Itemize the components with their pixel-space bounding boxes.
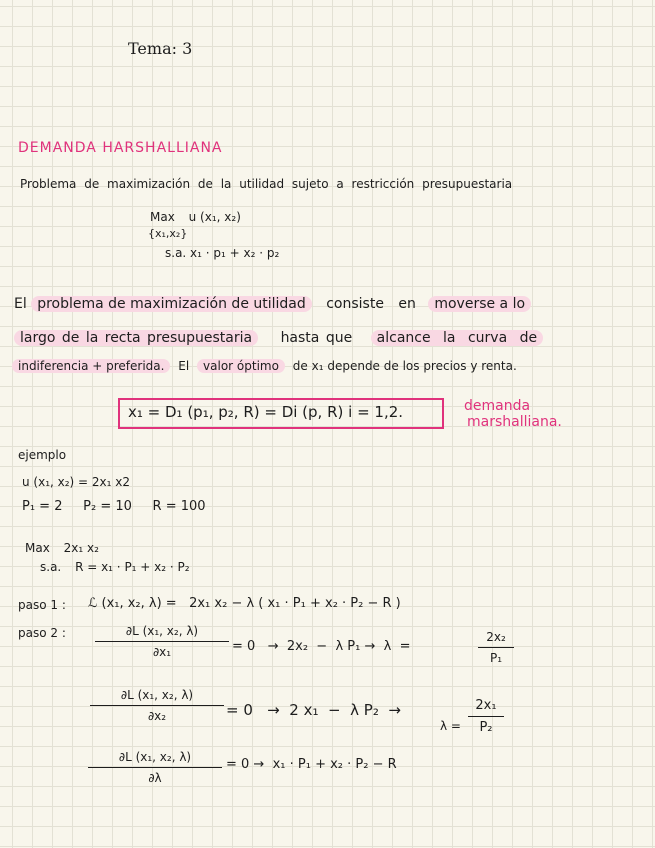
text-segment: El [178,359,190,373]
highlight-segment: indiferencia + preferida. [12,359,170,373]
max-keyword: Max [25,541,50,555]
step-1-label: paso 1 : [18,598,66,612]
lambda-label: λ = [440,719,461,733]
derivative-denominator: ∂x₁ [152,645,172,659]
derivative-lambda-result: = 0 → x₁ · P₁ + x₂ · P₂ − R [226,757,397,772]
derivative-numerator: ∂L (x₁, x₂, λ) [125,624,199,638]
derivative-x2-fraction [90,688,224,723]
fraction-bar [88,767,222,768]
fraction-bar [95,641,229,642]
derivative-denominator: ∂x₂ [147,709,167,723]
paragraph-line-1 [14,296,531,312]
example-constraint [40,561,190,575]
fraction-bar [90,705,224,706]
lagrangian-expression: ℒ (x₁, x₂, λ) = 2x₁ x₂ − λ ( x₁ · P₁ + x₂ · P₂ − R ) [88,596,401,611]
example-utility: u (x₁, x₂) = 2x₁ x2 [22,475,131,489]
example-max [25,542,99,556]
highlight-segment: moverse a lo [428,296,531,312]
max-expression: 2x₁ x₂ [63,541,99,555]
highlight-segment: problema de maximización de utilidad [31,296,312,312]
derivative-denominator: ∂λ [148,771,162,785]
fraction-numerator: 2x₁ [475,698,497,713]
constraint-expression: R = x₁ · P₁ + x₂ · P₂ [75,560,190,574]
lambda-fraction-2 [468,698,504,735]
section-heading: DEMANDA HARSHALLIANA [18,140,223,156]
text-segment: de x₁ depende de los precios y renta. [292,359,517,373]
step-2-label: paso 2 : [18,626,66,640]
fraction-numerator: 2x₂ [486,630,506,644]
example-params: P₁ = 2 P₂ = 10 R = 100 [22,499,206,514]
paragraph-line-2 [14,330,543,346]
highlight-segment: valor óptimo [197,359,285,373]
fraction-denominator: P₂ [479,720,493,735]
derivative-x1-result: = 0 → 2x₂ − λ P₁ → λ = [232,639,411,654]
derivative-x2-result: = 0 → 2 x₁ − λ P₂ → [226,701,401,719]
fraction-denominator: P₁ [489,651,503,665]
text-segment: hasta que [280,330,353,346]
highlight-segment: alcance la curva de [371,330,543,346]
text-segment: consiste en [326,296,416,312]
boxed-label-line1: demanda [464,398,531,414]
derivative-lambda-fraction [88,750,222,785]
formulation-max [150,211,241,225]
text-segment: El [14,296,27,312]
budget-constraint: s.a. x₁ · p₁ + x₂ · p₂ [165,246,280,260]
choice-variables: {x₁,x₂} [148,227,188,240]
derivative-numerator: ∂L (x₁, x₂, λ) [118,750,192,764]
lambda-fraction-1 [478,630,514,665]
example-heading: ejemplo [18,448,67,462]
max-keyword: Max [150,210,175,224]
fraction-bar [468,716,504,717]
highlight-segment: largo de la recta presupuestaria [14,330,258,346]
derivative-numerator: ∂L (x₁, x₂, λ) [120,688,194,702]
page-title: Tema: 3 [128,39,193,58]
fraction-bar [478,647,514,648]
sa-keyword: s.a. [40,560,62,574]
problem-statement: Problema de maximización de la utilidad sujeto a restricción presupuestaria [20,177,513,191]
objective-function: u (x₁, x₂) [188,210,241,224]
boxed-label-line2: marshalliana. [467,414,562,430]
marshallian-demand-formula: x₁ = D₁ (p₁, p₂, R) = Di (p, R) i = 1,2. [128,403,404,421]
derivative-x1-fraction [95,624,229,659]
paragraph-line-3 [12,360,517,374]
